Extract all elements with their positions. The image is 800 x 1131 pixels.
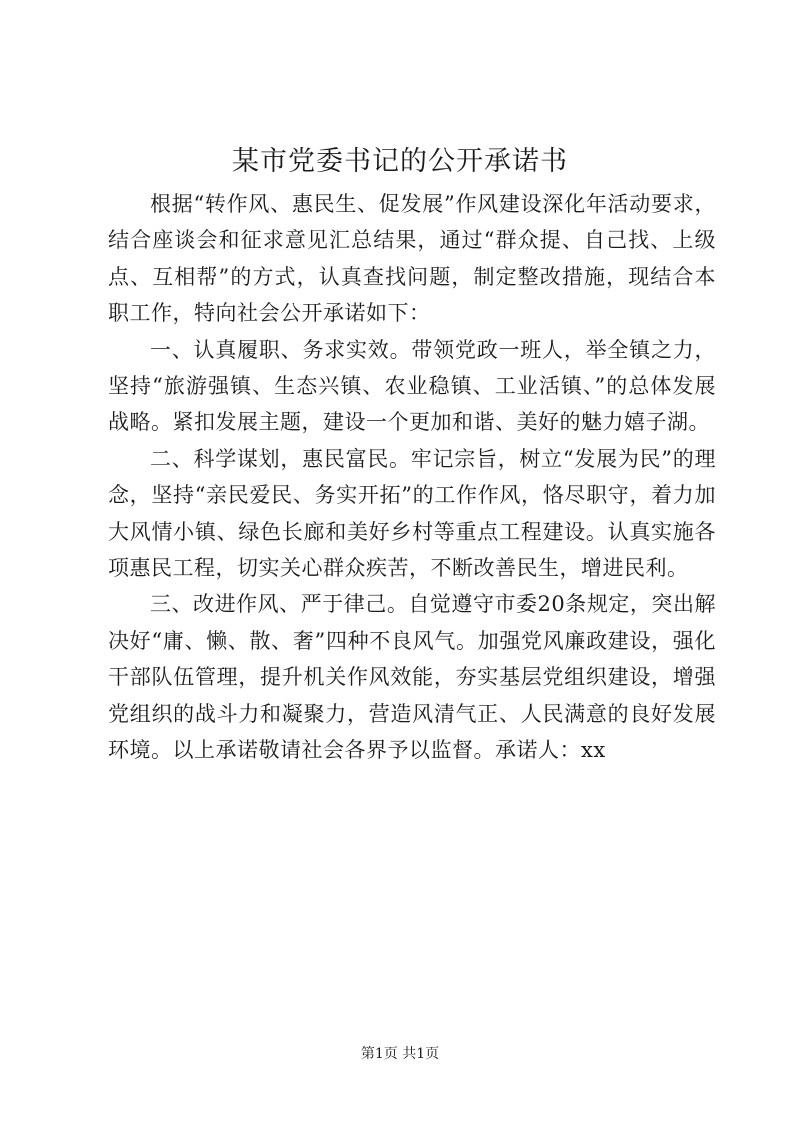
paragraph-commitment-2: 二、科学谋划，惠民富民。牢记宗旨，树立“发展为民”的理念，坚持“亲民爱民、务实开拓”的工作作风，恪尽职守，着力加大风情小镇、绿色长廊和美好乡村等重点工程建设。认真实施各项惠民工程，切实关心群众疾苦，不断改善民生，增进民利。 <box>108 446 716 581</box>
document-body <box>108 186 716 769</box>
paragraph-intro: 根据“转作风、惠民生、促发展”作风建设深化年活动要求，结合座谈会和征求意见汇总结果，通过“群众提、自己找、上级点、互相帮”的方式，认真查找问题，制定整改措施，现结合本职工作，特向社会公开承诺如下： <box>108 192 716 326</box>
paragraph-commitment-3: 三、改进作风、严于律己。自觉遵守市委20条规定，突出解决好“庸、懒、散、奢”四种不良风气。加强党风廉政建设，强化干部队伍管理，提升机关作风效能，夯实基层党组织建设，增强党组织的战斗力和凝聚力，营造风清气正、人民满意的良好发展环境。以上承诺敬请社会各界予以监督。承诺人：xx <box>108 592 716 763</box>
document-title: 某市党委书记的公开承诺书 <box>232 146 568 177</box>
paragraph-commitment-1: 一、认真履职、务求实效。带领党政一班人，举全镇之力，坚持“旅游强镇、生态兴镇、农业稳镇、工业活镇、”的总体发展战略。紧扣发展主题，建设一个更加和谐、美好的魅力嬉子湖。 <box>108 337 716 435</box>
page-footer: 第1页 共1页 <box>360 1046 440 1062</box>
